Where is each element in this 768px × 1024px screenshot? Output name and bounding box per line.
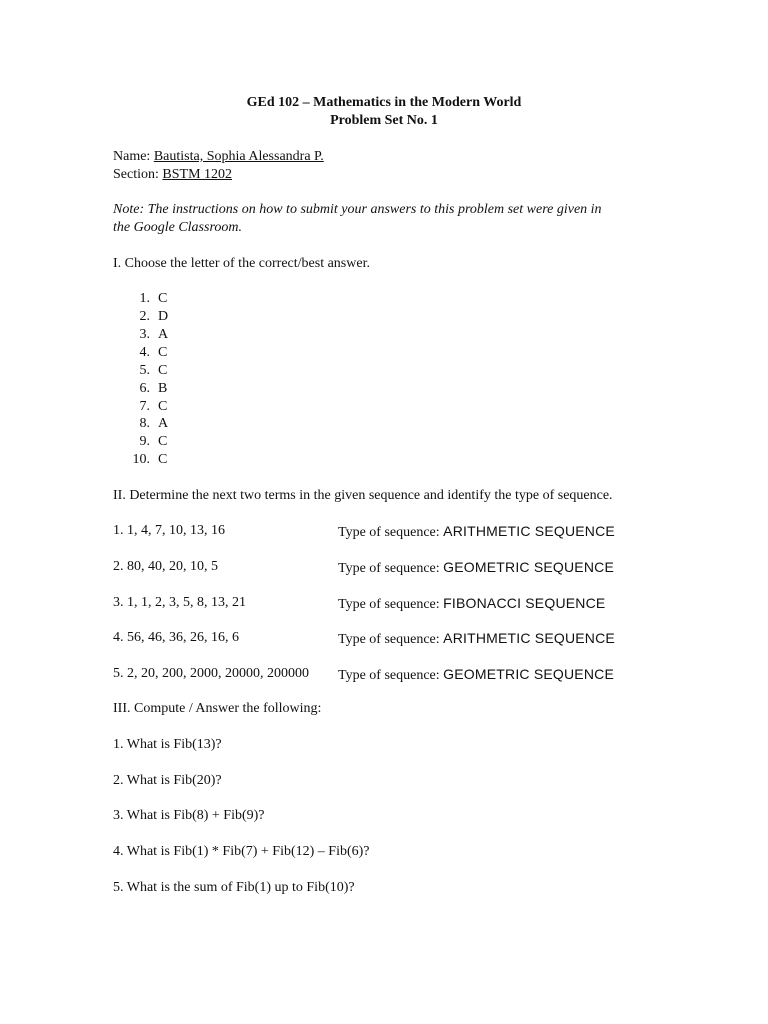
answer-number: 4.	[139, 345, 150, 360]
note-line-2: the Google Classroom.	[113, 220, 242, 235]
answer-letter: B	[158, 381, 168, 396]
note-line-1: Note: The instructions on how to submit your answers to this problem set were given in	[113, 202, 602, 217]
answer-letter: C	[158, 452, 168, 467]
type-label: Type of sequence:	[338, 597, 440, 612]
type-label: Type of sequence:	[338, 668, 440, 683]
part2-heading: II. Determine the next two terms in the given sequence and identify the type of sequence.	[113, 488, 613, 503]
question-item: 3. What is Fib(8) + Fib(9)?	[113, 808, 265, 823]
sequence-terms: 2. 80, 40, 20, 10, 5	[113, 559, 218, 574]
sequence-type	[338, 594, 605, 614]
sequence-type	[338, 629, 615, 649]
sequence-terms: 1. 1, 4, 7, 10, 13, 16	[113, 523, 225, 538]
answer-number: 8.	[139, 416, 150, 431]
section-line	[113, 166, 232, 184]
question-item: 1. What is Fib(13)?	[113, 737, 222, 752]
name-line	[113, 148, 324, 166]
answer-item	[128, 290, 167, 308]
sequence-type	[338, 522, 615, 542]
answer-item	[128, 415, 168, 433]
answer-letter: A	[158, 416, 169, 431]
type-value: FIBONACCI SEQUENCE	[443, 595, 606, 611]
document-subtitle: Problem Set No. 1	[330, 113, 438, 128]
part3-heading: III. Compute / Answer the following:	[113, 701, 322, 716]
answer-letter: C	[158, 399, 168, 414]
document-title: GEd 102 – Mathematics in the Modern World	[246, 95, 522, 110]
section-value: BSTM 1202	[162, 167, 233, 182]
answer-letter: C	[158, 363, 168, 378]
part1-heading: I. Choose the letter of the correct/best answer.	[113, 256, 370, 271]
answer-item	[128, 308, 168, 326]
answer-item	[128, 326, 168, 344]
sequence-terms: 5. 2, 20, 200, 2000, 20000, 200000	[113, 666, 309, 681]
sequence-terms: 4. 56, 46, 36, 26, 16, 6	[113, 630, 239, 645]
sequence-terms: 3. 1, 1, 2, 3, 5, 8, 13, 21	[113, 595, 246, 610]
answer-item	[128, 433, 167, 451]
name-label: Name:	[113, 149, 151, 164]
section-label: Section:	[113, 167, 159, 182]
name-value: Bautista, Sophia Alessandra P.	[153, 149, 324, 164]
type-label: Type of sequence:	[338, 561, 440, 576]
answer-number: 1.	[139, 291, 150, 306]
answer-letter: C	[158, 434, 168, 449]
answer-item	[128, 398, 167, 416]
type-value: ARITHMETIC SEQUENCE	[443, 523, 615, 539]
answer-number: 5.	[139, 363, 150, 378]
type-value: GEOMETRIC SEQUENCE	[443, 559, 614, 575]
answer-number: 2.	[139, 309, 150, 324]
answer-letter: A	[158, 327, 169, 342]
type-value: ARITHMETIC SEQUENCE	[443, 630, 615, 646]
answer-number: 7.	[139, 399, 150, 414]
question-item: 2. What is Fib(20)?	[113, 773, 222, 788]
answer-number: 9.	[139, 434, 150, 449]
sequence-type	[338, 558, 614, 578]
answer-item	[128, 380, 167, 398]
answer-item	[128, 362, 167, 380]
answer-number: 10.	[132, 452, 150, 467]
type-label: Type of sequence:	[338, 632, 440, 647]
sequence-type	[338, 665, 614, 685]
answer-item	[128, 451, 167, 469]
question-item: 5. What is the sum of Fib(1) up to Fib(10)?	[113, 880, 355, 895]
answer-item	[128, 344, 167, 362]
answer-letter: C	[158, 345, 168, 360]
question-item: 4. What is Fib(1) * Fib(7) + Fib(12) – Fib(6)?	[113, 844, 370, 859]
answer-number: 3.	[139, 327, 150, 342]
answer-letter: D	[158, 309, 169, 324]
answer-letter: C	[158, 291, 168, 306]
answer-number: 6.	[139, 381, 150, 396]
type-value: GEOMETRIC SEQUENCE	[443, 666, 614, 682]
type-label: Type of sequence:	[338, 525, 440, 540]
